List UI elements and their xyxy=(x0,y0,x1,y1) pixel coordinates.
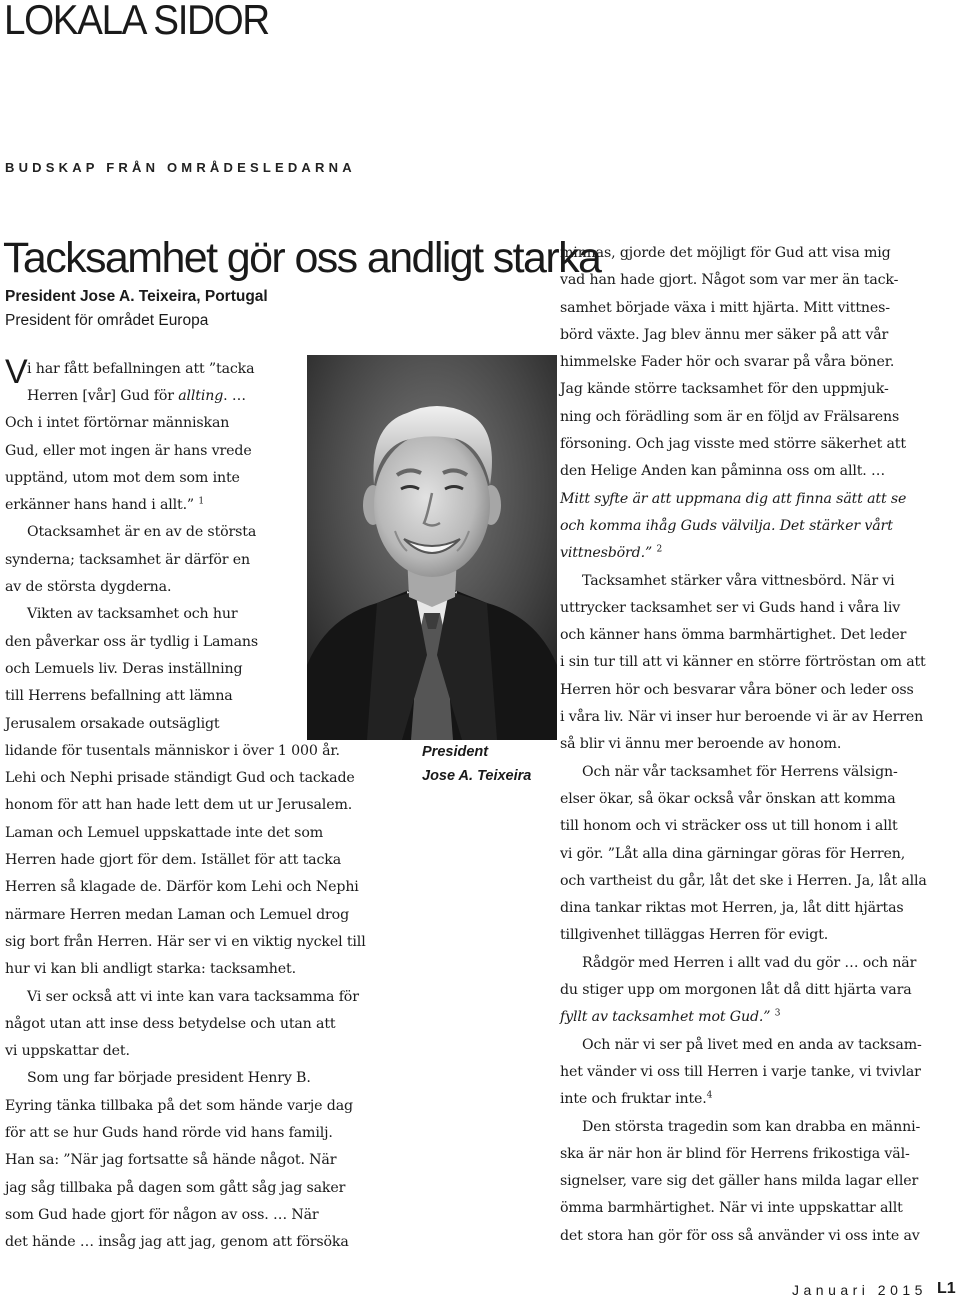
text-line: vi gör. ”Låt alla dina gärningar göras för Herren, xyxy=(560,845,906,862)
text-line: Otacksamhet är en av de största xyxy=(27,524,257,541)
text-line: Jag kände större tacksamhet för den uppmjuk- xyxy=(560,381,889,398)
text-line: det stora han gör för oss så använder vi oss inte av xyxy=(560,1227,920,1244)
text-line: Herren hade gjort för dem. Istället för att tacka xyxy=(5,852,342,869)
text-line: samhet började växa i mitt hjärta. Mitt vittnes- xyxy=(560,299,890,316)
text-line: och Lemuels liv. Deras inställning xyxy=(5,660,243,677)
text-line: vad han hade gjort. Något som var mer än tack- xyxy=(560,272,899,289)
text-line: lidande för tusentals människor i över 1 000 år. xyxy=(5,742,340,759)
text-line: till honom och vi sträcker oss ut till honom i allt xyxy=(560,818,898,835)
text-line: hur vi kan bli andligt starka: tacksamhet. xyxy=(5,961,296,978)
text-line: minnas, gjorde det möjligt för Gud att visa mig xyxy=(560,245,891,261)
text-line: Vikten av tacksamhet och hur xyxy=(27,606,238,623)
portrait-illustration xyxy=(307,355,557,740)
article-headline: Tacksamhet gör oss andligt starka xyxy=(3,234,601,282)
text-line: som Gud hade gjort för någon av oss. … När xyxy=(5,1206,319,1223)
text-line: den påverkar oss är tydlig i Lamans xyxy=(5,633,259,650)
footer-page-number: L1 xyxy=(937,1280,956,1297)
text-line: ska är när hon är blind för Herrens frikostiga väl- xyxy=(560,1145,910,1162)
text-line: Tacksamhet stärker våra vittnesbörd. När vi xyxy=(582,572,895,589)
paragraph-line: Herren [vår] Gud för allting. … xyxy=(27,388,246,404)
text-line: Herren hör och besvarar våra böner och leder oss xyxy=(560,681,914,698)
footnote-ref: 2 xyxy=(656,544,663,555)
text-line: Laman och Lemuel uppskattade inte det som xyxy=(5,824,324,841)
text-line: för att se hur Guds hand rörde vid hans familj. xyxy=(5,1125,333,1142)
text-line: vi uppskattar det. xyxy=(5,1043,130,1060)
caption-title: President xyxy=(422,744,489,760)
text-line: Som ung far började president Henry B. xyxy=(27,1070,311,1087)
text-line: Och i intet förtörnar människan xyxy=(5,415,230,432)
paragraph-line: vittnesbörd.” $^2$ xyxy=(560,544,663,562)
text-line: Och när vår tacksamhet för Herrens välsign- xyxy=(582,763,898,780)
text-line: ömma barmhärtighet. När vi inte uppskattar allt xyxy=(560,1200,903,1217)
emphasis: allting xyxy=(178,388,224,404)
portrait-photo xyxy=(307,355,557,740)
text-line: försoning. Och jag visste med större säkerhet att xyxy=(560,436,906,453)
text-line: börd växte. Jag blev ännu mer säker på att vår xyxy=(560,326,889,343)
text-line: i våra liv. När vi inser hur beroende vi är av Herren xyxy=(560,709,924,726)
text-line: Rådgör med Herren i allt vad du gör … och när xyxy=(582,954,917,971)
text-line: tillgivenhet tilläggas Herren för evigt. xyxy=(560,927,829,944)
text-line: i sin tur till att vi känner en större förtröstan om att xyxy=(560,654,926,671)
text-line: och vartheist du går, låt det ske i Herren. Ja, låt alla xyxy=(560,872,927,889)
text-line: Den största tragedin som kan drabba en männi- xyxy=(582,1118,921,1135)
footer-issue-date: Januari 2015 xyxy=(792,1282,927,1298)
text-line: upptänd, utom mot dem som inte xyxy=(5,469,240,486)
paragraph-line: fyllt av tacksamhet mot Gud.” $^3$ xyxy=(560,1008,781,1026)
text-line: och komma ihåg Guds välvilja. Det stärker vårt xyxy=(560,517,893,534)
text-line: Och när vi ser på livet med en anda av tacksam- xyxy=(582,1036,922,1053)
caption-name: Jose A. Teixeira xyxy=(422,768,532,784)
text-line: Eyring tänka tillbaka på det som hände varje dag xyxy=(5,1097,353,1114)
text-line: uttrycker tacksamhet ser vi Guds hand i våra liv xyxy=(560,599,901,616)
text-line: så blir vi ännu mer beroende av honom. xyxy=(560,736,842,753)
text-line: närmare Herren medan Laman och Lemuel drog xyxy=(5,906,350,923)
text-line: du stiger upp om morgonen låt då ditt hjärta vara xyxy=(560,982,912,999)
text-line: något utan att inse dess betydelse och utan att xyxy=(5,1015,336,1032)
footnote-ref: 4 xyxy=(706,1090,713,1101)
text-line: elser ökar, så ökar också vår önskan att komma xyxy=(560,790,896,807)
text-line: ning och förädling som är en följd av Frälsarens xyxy=(560,408,900,425)
text-line: det hände … insåg jag att jag, genom att försöka xyxy=(5,1234,349,1251)
section-label: BUDSKAP FRÅN OMRÅDESLEDARNA xyxy=(5,160,356,175)
dropcap: V xyxy=(5,353,28,391)
text-line: Mitt syfte är att uppmana dig att finna sätt att se xyxy=(560,490,907,507)
paragraph-line: erkänner hans hand i allt.” $^1$ xyxy=(5,496,204,514)
text-line: den Helige Anden kan påminna oss om allt. … xyxy=(560,463,886,480)
text-line: till Herrens befallning att lämna xyxy=(5,688,233,705)
article-column-right xyxy=(560,240,927,1250)
masthead-title: LOKALA SIDOR xyxy=(4,0,269,43)
text-line: dina tankar riktas mot Herren, ja, låt ditt hjärtas xyxy=(560,900,904,917)
text-line: het vänder vi oss till Herren i varje tanke, vi tvivlar xyxy=(560,1063,921,1080)
text-line: och känner hans ömma barmhärtighet. Det leder xyxy=(560,627,907,644)
byline-role: President för området Europa xyxy=(5,312,209,329)
footnote-ref: 1 xyxy=(198,496,204,507)
text-line: Lehi och Nephi prisade ständigt Gud och tackade xyxy=(5,770,355,787)
text-line: Herren så klagade de. Därför kom Lehi och Nephi xyxy=(5,879,359,896)
text-line: Jerusalem orsakade outsägligt xyxy=(5,715,220,732)
byline-name: President Jose A. Teixeira, Portugal xyxy=(5,288,268,305)
text-line: honom för att han hade lett dem ut ur Jerusalem. xyxy=(5,797,353,814)
text-line: Gud, eller mot ingen är hans vrede xyxy=(5,442,252,459)
text-line: synderna; tacksamhet är därför en xyxy=(5,551,250,568)
text-line: himmelske Fader hör och svarar på våra böner. xyxy=(560,354,895,371)
text-line: signelser, vare sig det gäller hans milda lagar eller xyxy=(560,1173,919,1190)
text-line: i har fått befallningen att ”tacka xyxy=(27,360,255,377)
paragraph-line: inte och fruktar inte.$^4$ xyxy=(560,1090,713,1108)
text-line: sig bort från Herren. Här ser vi en viktig nyckel till xyxy=(5,933,366,950)
text-line: av de största dygderna. xyxy=(5,579,172,596)
text-line: Han sa: ”När jag fortsatte så hände något. När xyxy=(5,1152,337,1169)
footnote-ref: 3 xyxy=(774,1008,781,1019)
text-line: jag såg tillbaka på dagen som gått såg jag saker xyxy=(5,1179,346,1196)
photo-caption xyxy=(422,740,531,788)
text-line: Vi ser också att vi inte kan vara tacksamma för xyxy=(27,988,359,1005)
